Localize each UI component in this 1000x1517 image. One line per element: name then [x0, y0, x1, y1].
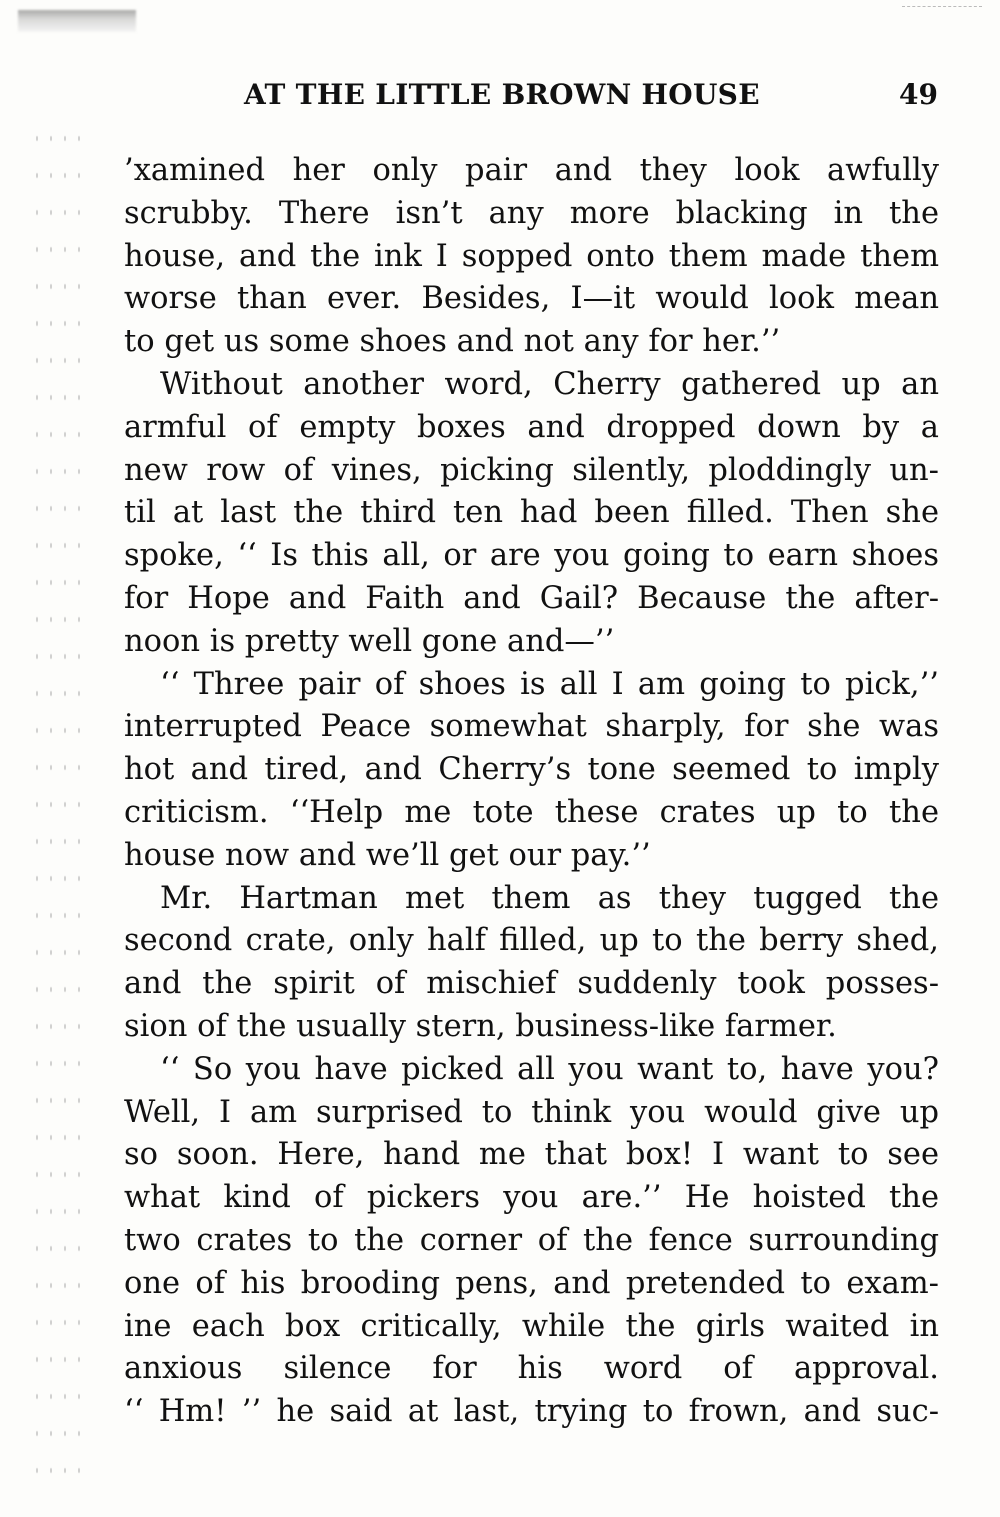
body-text	[124, 150, 939, 1434]
text-line: new row of vines, picking silently, ploddingly un-	[124, 452, 939, 488]
running-head	[122, 78, 938, 118]
text-line: house now and we’ll get our pay.’’	[124, 837, 651, 873]
text-line: Without another word, Cherry gathered up an	[160, 366, 939, 402]
text-line: ‘‘ Three pair of shoes is all I am going to pick,’’	[160, 666, 939, 702]
text-line: house, and the ink I sopped onto them made them	[124, 238, 939, 274]
margin-specks	[30, 120, 90, 1500]
text-line: ine each box critically, while the girls waited in	[124, 1308, 939, 1344]
text-line: spoke, ‘‘ Is this all, or are you going to earn shoes	[124, 538, 939, 574]
text-line: ’xamined her only pair and they look awfully	[124, 153, 939, 188]
text-line: scrubby. There isn’t any more blacking in the	[124, 195, 939, 231]
text-line: Mr. Hartman met them as they tugged the	[160, 880, 939, 916]
text-line: one of his brooding pens, and pretended to exam-	[124, 1265, 939, 1301]
text-line: worse than ever. Besides, I—it would look mean	[124, 281, 939, 317]
text-line: ‘‘ So you have picked all you want to, have you?	[160, 1051, 939, 1087]
text-line: what kind of pickers you are.’’ He hoisted the	[124, 1180, 939, 1216]
text-line: hot and tired, and Cherry’s tone seemed to imply	[124, 752, 939, 788]
text-line: til at last the third ten had been filled. Then she	[124, 495, 939, 531]
text-line: ‘‘ Hm! ’’ he said at last, trying to frown, and suc-	[124, 1394, 939, 1430]
text-line: anxious silence for his word of approval.	[124, 1351, 939, 1387]
text-line: to get us some shoes and not any for her.’’	[124, 324, 781, 360]
text-line: two crates to the corner of the fence surrounding	[124, 1222, 939, 1258]
text-line: interrupted Peace somewhat sharply, for she was	[124, 709, 939, 745]
text-line: and the spirit of mischief suddenly took posses-	[124, 966, 939, 1002]
text-line: Well, I am surprised to think you would give up	[124, 1094, 939, 1130]
text-line: sion of the usually stern, business-like farmer.	[124, 1008, 837, 1044]
scan-smudge	[18, 10, 136, 32]
page-number: 49	[899, 78, 938, 111]
text-line: noon is pretty well gone and—’’	[124, 623, 615, 659]
text-line: second crate, only half filled, up to the berry shed,	[124, 923, 939, 959]
text-line: criticism. ‘‘Help me tote these crates up to the	[124, 794, 939, 830]
running-title: AT THE LITTLE BROWN HOUSE	[244, 78, 760, 111]
scan-edge-mark	[902, 6, 982, 7]
text-line: for Hope and Faith and Gail? Because the after-	[124, 580, 939, 616]
text-line: so soon. Here, hand me that box! I want to see	[124, 1137, 939, 1173]
text-line: armful of empty boxes and dropped down by a	[124, 409, 939, 445]
